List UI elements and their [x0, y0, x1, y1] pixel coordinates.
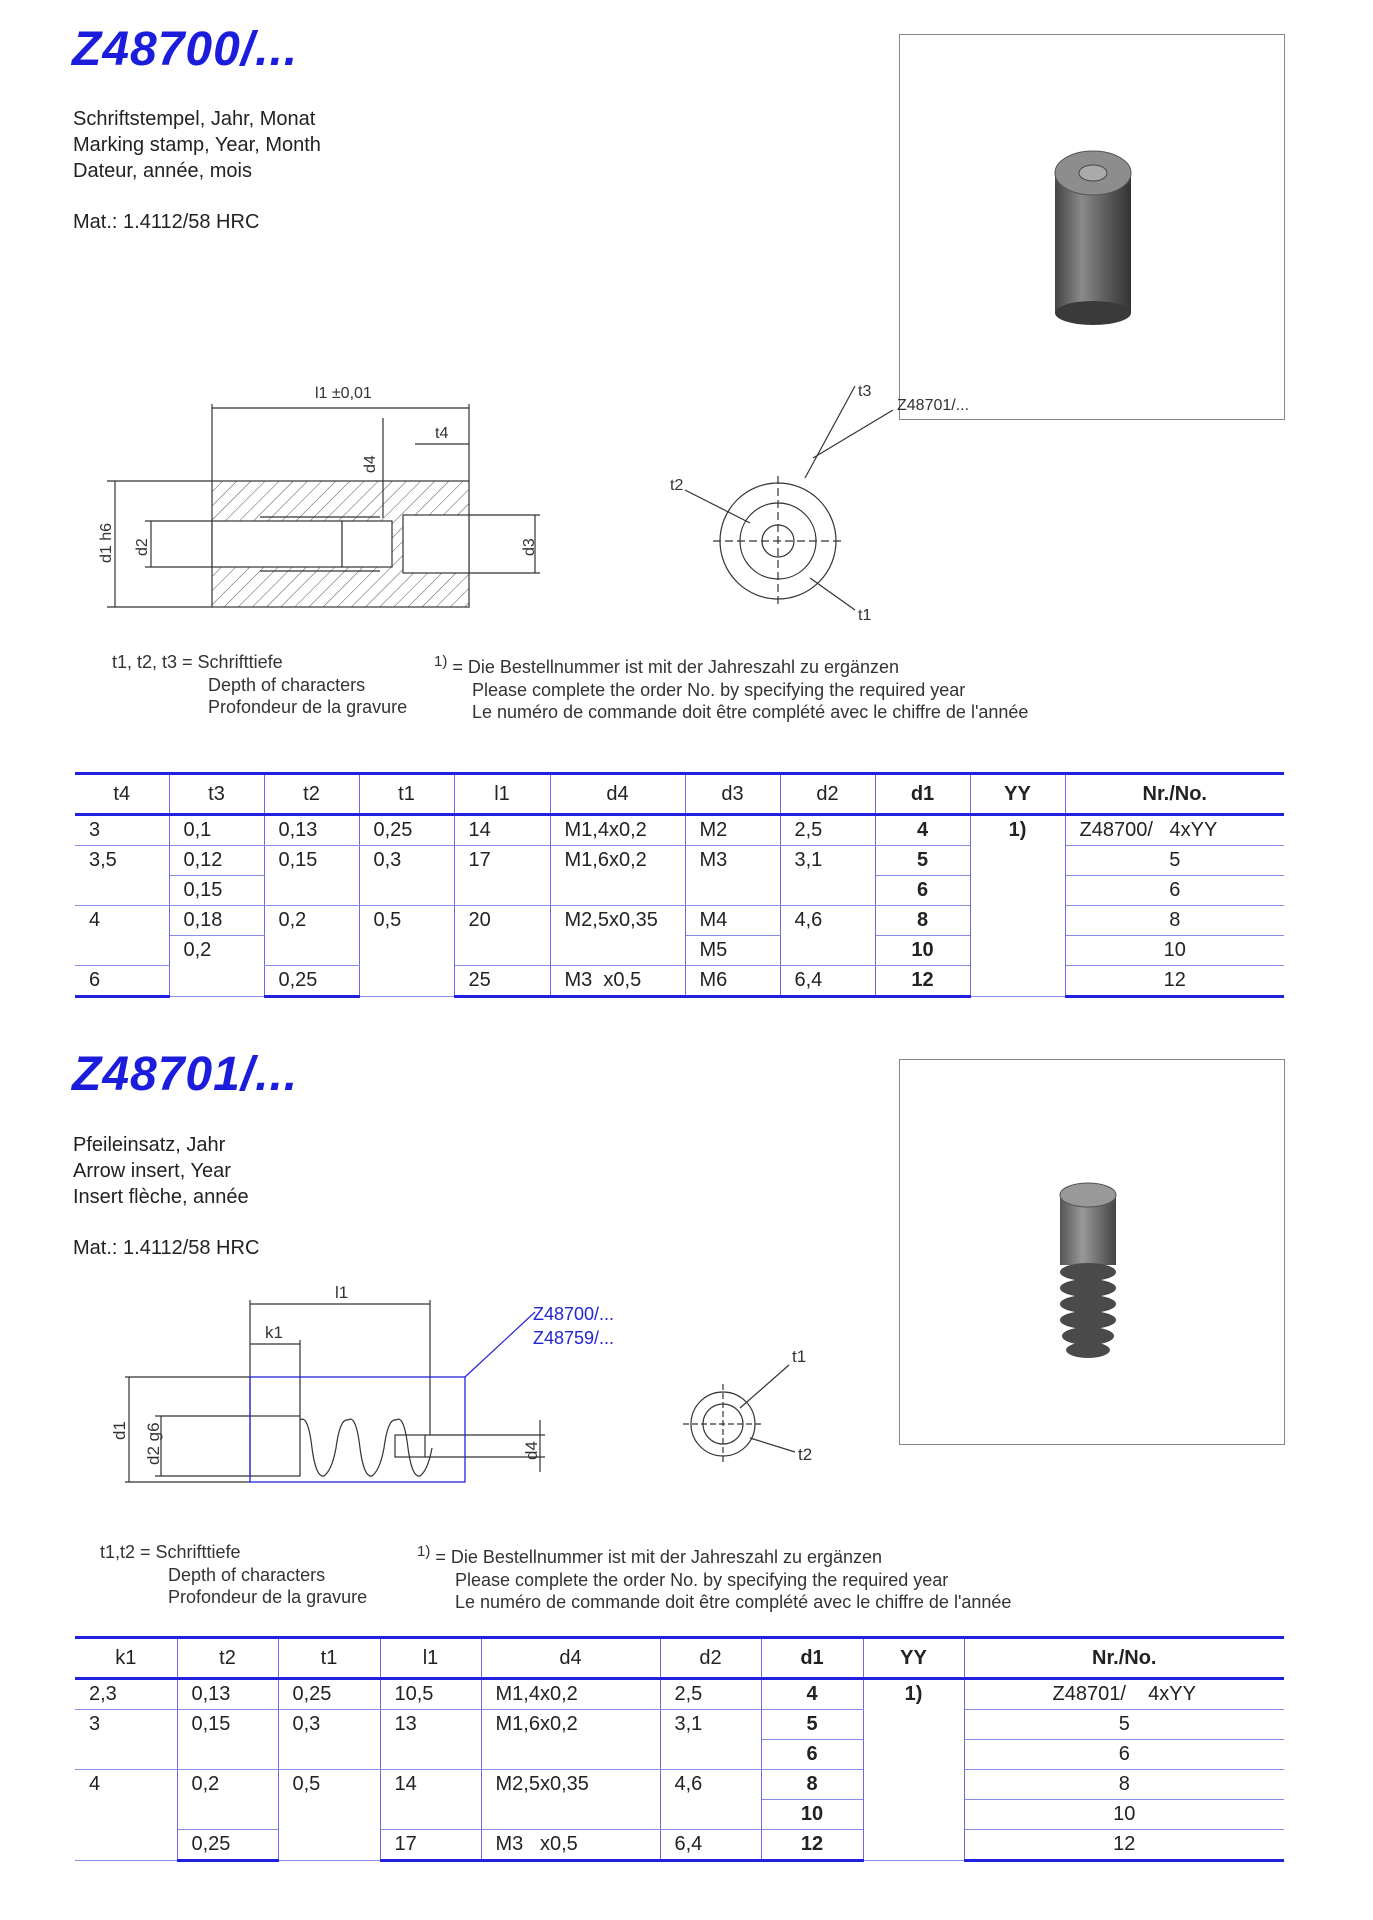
table-cell: 6,4	[780, 966, 875, 997]
table-cell: 8	[1065, 906, 1284, 936]
table-cell: 2,5	[780, 815, 875, 846]
column-header: l1	[380, 1638, 481, 1679]
table-cell: 4,6	[780, 906, 875, 966]
table-cell: 0,5	[359, 906, 454, 997]
table-cell: 0,25	[278, 1679, 380, 1710]
table-cell: 4	[761, 1679, 863, 1710]
table-cell: 0,25	[177, 1830, 278, 1861]
table-cell: 1)	[970, 815, 1065, 997]
table-cell: 3	[75, 1710, 177, 1770]
column-header: l1	[454, 774, 550, 815]
dim-label-t4: t4	[435, 425, 449, 442]
table-cell: 3,1	[780, 846, 875, 906]
dim-label-k1: k1	[265, 1323, 283, 1342]
table-cell: 0,13	[264, 815, 359, 846]
table-cell: 20	[454, 906, 550, 966]
column-header: YY	[863, 1638, 964, 1679]
footnote-mark: 1)	[417, 1543, 431, 1560]
product-description	[73, 1132, 249, 1210]
note-line: Le numéro de commande doit être complété avec le chiffre de l'année	[472, 702, 1029, 722]
table-header-row	[75, 1638, 1284, 1679]
table-cell: 6	[1065, 876, 1284, 906]
table-cell: M3 x0,5	[481, 1830, 660, 1861]
table-cell: Z48700/ 4xYY	[1065, 815, 1284, 846]
table-cell: 0,15	[177, 1710, 278, 1770]
table-cell: 0,15	[169, 876, 264, 906]
table-row	[75, 1679, 1284, 1710]
table-cell: M5	[685, 936, 780, 966]
note-line: Profondeur de la gravure	[208, 697, 408, 717]
dim-label-t1: t1	[792, 1347, 807, 1366]
table-cell: 13	[380, 1710, 481, 1770]
column-header: Nr./No.	[1065, 774, 1284, 815]
table-cell: 4	[75, 1770, 177, 1861]
description-fr: Dateur, année, mois	[73, 160, 252, 182]
table-cell: 12	[875, 966, 970, 997]
product-description	[73, 106, 321, 184]
table-cell: M3	[685, 846, 780, 906]
column-header: t2	[264, 774, 359, 815]
dim-label-l1: l1	[335, 1283, 349, 1302]
table-cell: 0,25	[359, 815, 454, 846]
technical-drawing-stamp	[85, 378, 1085, 628]
table-cell: 0,15	[264, 846, 359, 906]
note-line: Le numéro de commande doit être complété avec le chiffre de l'année	[455, 1592, 1012, 1612]
technical-drawing-arrow-insert	[95, 1270, 875, 1500]
dim-label-d3: d3	[521, 538, 538, 556]
description-de: Schriftstempel, Jahr, Monat	[73, 108, 316, 130]
table-cell: 5	[761, 1710, 863, 1740]
column-header: k1	[75, 1638, 177, 1679]
table-cell: 0,1	[169, 815, 264, 846]
table-cell: 6	[875, 876, 970, 906]
column-header: t3	[169, 774, 264, 815]
table-cell: 8	[761, 1770, 863, 1800]
table-cell: 0,12	[169, 846, 264, 876]
material-spec: Mat.: 1.4112/58 HRC	[73, 211, 260, 233]
table-cell: 10	[875, 936, 970, 966]
product-title-z48700: Z48700/...	[72, 23, 299, 76]
table-row	[75, 1830, 1284, 1861]
table-cell: 6,4	[660, 1830, 761, 1861]
table-cell: M1,4x0,2	[550, 815, 685, 846]
table-row	[75, 1770, 1284, 1800]
table-cell: M2	[685, 815, 780, 846]
note-order-number	[434, 651, 1028, 724]
dim-label-d2: d2	[134, 538, 151, 556]
note-line: Depth of characters	[208, 674, 366, 695]
table-cell: 6	[75, 966, 169, 997]
column-header: d4	[481, 1638, 660, 1679]
description-en: Marking stamp, Year, Month	[73, 134, 321, 156]
dimensions-table-z48700	[75, 772, 1284, 998]
table-cell: 0,13	[177, 1679, 278, 1710]
table-cell: 4	[875, 815, 970, 846]
table-cell: 6	[761, 1740, 863, 1770]
table-cell: 10	[761, 1800, 863, 1830]
note-depth-of-characters	[100, 1541, 367, 1609]
table-cell: 2,3	[75, 1679, 177, 1710]
table-cell: M1,4x0,2	[481, 1679, 660, 1710]
table-cell: 8	[875, 906, 970, 936]
note-line: Please complete the order No. by specifying the required year	[455, 1569, 949, 1590]
column-header: t4	[75, 774, 169, 815]
table-cell: 6	[964, 1740, 1284, 1770]
table-cell: 10,5	[380, 1679, 481, 1710]
dim-label-l1: l1 ±0,01	[315, 385, 372, 402]
table-cell: M6	[685, 966, 780, 997]
table-cell: 0,3	[359, 846, 454, 906]
table-cell: 5	[964, 1710, 1284, 1740]
description-fr: Insert flèche, année	[73, 1186, 249, 1208]
table-cell: 4,6	[660, 1770, 761, 1830]
table-cell: 10	[964, 1800, 1284, 1830]
arrow-insert-photo-image	[900, 1060, 1284, 1444]
table-cell: 17	[380, 1830, 481, 1861]
dim-label-d4: d4	[362, 455, 379, 473]
dim-label-d4: d4	[522, 1441, 541, 1460]
table-row	[75, 906, 1284, 936]
table-cell: 4	[75, 906, 169, 966]
table-cell: M4	[685, 906, 780, 936]
description-de: Pfeileinsatz, Jahr	[73, 1134, 226, 1156]
note-line: Depth of characters	[168, 1564, 326, 1585]
table-cell: 0,5	[278, 1770, 380, 1861]
ref-label-z48759: Z48759/...	[533, 1328, 615, 1348]
table-cell: 2,5	[660, 1679, 761, 1710]
column-header: d4	[550, 774, 685, 815]
table-cell: 14	[380, 1770, 481, 1830]
ref-label-z48700: Z48700/...	[533, 1304, 615, 1324]
column-header: d2	[660, 1638, 761, 1679]
ref-label-z48701: Z48701/...	[897, 397, 970, 414]
column-header: t1	[278, 1638, 380, 1679]
table-cell: 1)	[863, 1679, 964, 1861]
table-cell: 3,1	[660, 1710, 761, 1770]
dim-label-d1: d1	[110, 1421, 129, 1440]
description-en: Arrow insert, Year	[73, 1160, 231, 1182]
table-cell: M2,5x0,35	[550, 906, 685, 966]
dim-label-d1: d1 h6	[98, 522, 115, 563]
table-cell: M3 x0,5	[550, 966, 685, 997]
note-order-number	[417, 1541, 1011, 1614]
table-cell: 5	[875, 846, 970, 876]
dim-label-t2: t2	[798, 1445, 813, 1464]
note-line: t1, t2, t3 = Schrifttiefe	[112, 652, 283, 672]
table-cell: 3	[75, 815, 169, 846]
table-cell: 12	[964, 1830, 1284, 1861]
product-photo-stamp	[899, 34, 1285, 420]
note-line: = Die Bestellnummer ist mit der Jahreszahl zu ergänzen	[435, 1547, 883, 1567]
dim-label-t3: t3	[858, 383, 872, 400]
product-title-z48701: Z48701/...	[72, 1048, 299, 1101]
column-header: d1	[761, 1638, 863, 1679]
product-photo-arrow-insert	[899, 1059, 1285, 1445]
note-line: t1,t2 = Schrifttiefe	[100, 1542, 241, 1562]
note-line: Profondeur de la gravure	[168, 1587, 368, 1607]
table-cell: 0,2	[169, 936, 264, 997]
table-cell: 12	[1065, 966, 1284, 997]
table-row	[75, 846, 1284, 876]
table-cell: 0,25	[264, 966, 359, 997]
table-header-row	[75, 774, 1284, 815]
column-header: d1	[875, 774, 970, 815]
table-cell: 0,2	[264, 906, 359, 966]
table-cell: 3,5	[75, 846, 169, 906]
column-header: d2	[780, 774, 875, 815]
table-row	[75, 815, 1284, 846]
table-cell: 0,18	[169, 906, 264, 936]
table-cell: 8	[964, 1770, 1284, 1800]
column-header: d3	[685, 774, 780, 815]
dim-label-t1: t1	[858, 607, 872, 624]
column-header: t2	[177, 1638, 278, 1679]
table-cell: 5	[1065, 846, 1284, 876]
table-cell: 14	[454, 815, 550, 846]
footnote-mark: 1)	[434, 653, 448, 670]
table-cell: 10	[1065, 936, 1284, 966]
column-header: t1	[359, 774, 454, 815]
table-cell: Z48701/ 4xYY	[964, 1679, 1284, 1710]
table-cell: 0,2	[177, 1770, 278, 1830]
table-cell: M2,5x0,35	[481, 1770, 660, 1830]
table-cell: 12	[761, 1830, 863, 1861]
column-header: Nr./No.	[964, 1638, 1284, 1679]
table-cell: 0,3	[278, 1710, 380, 1770]
note-depth-of-characters	[112, 651, 407, 719]
table-cell: 17	[454, 846, 550, 906]
table-cell: M1,6x0,2	[550, 846, 685, 906]
dimensions-table-z48701	[75, 1636, 1284, 1862]
material-spec: Mat.: 1.4112/58 HRC	[73, 1237, 260, 1259]
table-row	[75, 1710, 1284, 1740]
stamp-photo-image	[900, 35, 1284, 419]
dim-label-t2: t2	[670, 477, 684, 494]
table-cell: M1,6x0,2	[481, 1710, 660, 1770]
dim-label-d2: d2 g6	[144, 1422, 163, 1465]
table-cell: 25	[454, 966, 550, 997]
note-line: Please complete the order No. by specifying the required year	[472, 679, 966, 700]
column-header: YY	[970, 774, 1065, 815]
note-line: = Die Bestellnummer ist mit der Jahreszahl zu ergänzen	[452, 657, 900, 677]
